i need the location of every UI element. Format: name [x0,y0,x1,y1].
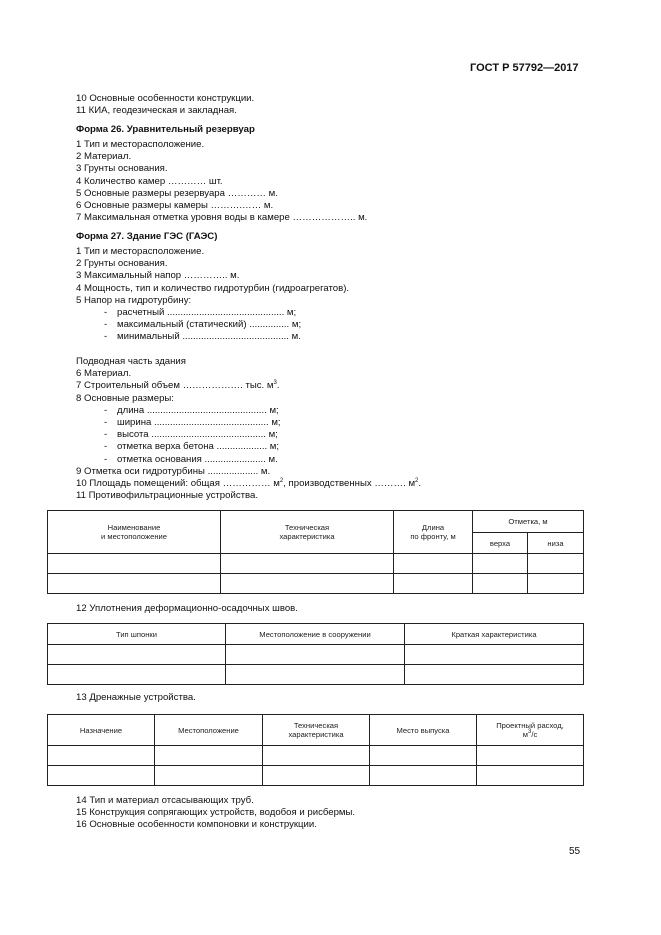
form26-list [76,139,596,224]
table-cell[interactable] [528,574,584,594]
dash-bullet: - [104,429,108,441]
sub-item-text: минимальный ........................................ м. [117,331,301,343]
sub-item-text: отметка верха бетона ................... м; [117,441,280,453]
table-cell[interactable] [263,766,370,786]
table-cell[interactable] [263,746,370,766]
list-item: 2 Грунты основания. [76,258,168,270]
form27-title: Форма 27. Здание ГЭС (ГАЭС) [76,231,218,242]
table-row [48,665,584,685]
sub-item [76,319,596,331]
list-item: 7 Максимальная отметка уровня воды в камере ……………….. м. [76,212,368,224]
list-item: 3 Грунты основания. [76,163,168,175]
table-cell[interactable] [370,766,477,786]
list-item: 10 Основные особенности конструкции. [76,93,255,104]
form27-list-a [76,246,596,344]
table-cell[interactable] [48,665,226,685]
col-header-length: Длина по фронту, м [394,511,473,554]
list-item: 1 Тип и месторасположение. [76,246,205,257]
table-cell[interactable] [405,665,584,685]
list-item: 15 Конструкция сопрягающих устройств, водобоя и рисбермы. [76,807,356,819]
dash-bullet: - [104,319,108,331]
sub-item [76,441,596,453]
section-label: Подводная часть здания [76,356,186,367]
table-cell[interactable] [155,766,263,786]
form27-list-b [76,356,596,502]
sub-item [76,331,596,343]
sub-item-text: отметка основания ....................... м. [117,453,278,465]
table-antifiltration [47,510,584,594]
col-header-tech: Техническая характеристика [263,715,370,746]
list-item: 8 Основные размеры: [76,392,174,404]
col-header-brief: Краткая характеристика [405,624,584,645]
sub-item [76,417,596,429]
table-cell[interactable] [473,574,528,594]
col-header-type: Тип шпонки [48,624,226,645]
sub-item-text: максимальный (статический) ............... м; [117,319,302,331]
table-cell[interactable] [477,766,584,786]
table-row [48,766,584,786]
table-row [48,554,584,574]
sub-item-text: расчетный ............................................ м; [117,307,297,319]
list-item: 9 Отметка оси гидротурбины ................... м. [76,465,271,477]
sub-item [76,405,596,417]
table-cell[interactable] [221,554,394,574]
dash-bullet: - [104,417,108,429]
sub-item [76,454,596,466]
table-row [48,645,584,665]
table-cell[interactable] [394,574,473,594]
table-cell[interactable] [477,746,584,766]
list-item: 11 Противофильтрационные устройства. [76,490,258,502]
list-item: 16 Основные особенности компоновки и конструкции. [76,819,317,831]
table-cell[interactable] [473,554,528,574]
dash-bullet: - [104,404,108,416]
col-header-purpose: Назначение [48,715,155,746]
table-cell[interactable] [226,665,405,685]
table-cell[interactable] [48,554,221,574]
col-header-location: Местоположение [155,715,263,746]
table-row [48,574,584,594]
col-header-tech: Техническая характеристика [221,511,394,554]
form26-title: Форма 26. Уравнительный резервуар [76,124,255,135]
sub-item-text: длина ............................................. м; [117,404,279,416]
table-cell[interactable] [48,746,155,766]
page-number: 55 [569,846,581,857]
col-header-location: Местоположение в сооружении [226,624,405,645]
col-header-mark: Отметка, м [473,511,584,533]
list-item: 6 Основные размеры камеры ……….…… м. [76,200,274,212]
sub-item [76,429,596,441]
item13: 13 Дренажные устройства. [76,692,196,703]
item12: 12 Уплотнения деформационно-осадочных швов. [76,603,298,614]
dash-bullet: - [104,331,108,343]
list-item: 6 Материал. [76,368,132,380]
list-item: 2 Материал. [76,151,132,163]
list-item: 3 Максимальный напор ………….. м. [76,270,240,282]
intro-list [76,93,596,117]
table-row [48,746,584,766]
list-item: 1 Тип и месторасположение. [76,139,205,150]
col-header-bottom: низа [528,533,584,554]
sub-item-text: ширина ........................................... м; [117,417,281,429]
table-cell[interactable] [221,574,394,594]
table-cell[interactable] [394,554,473,574]
col-header-flow: Проектный расход, $м^3/с$ [477,715,584,746]
table-cell[interactable] [528,554,584,574]
table-cell[interactable] [48,574,221,594]
form27-list-end [76,795,596,832]
list-item: 10 Площадь помещений: общая …………… $м^2$, производственных ………. $м^2$. [76,478,422,490]
list-item: 5 Напор на гидротурбину: [76,294,192,306]
list-item: 4 Мощность, тип и количество гидротурбин (гидроагрегатов). [76,282,350,294]
list-item: 5 Основные размеры резервуара ………… м. [76,187,278,199]
col-header-top: верха [473,533,528,554]
table-seals [47,623,584,685]
table-cell[interactable] [48,766,155,786]
dash-bullet: - [104,307,108,319]
col-header-name: Наименование и местоположение [48,511,221,554]
standard-header: ГОСТ Р 57792—2017 [470,62,579,74]
table-cell[interactable] [48,645,226,665]
dash-bullet: - [104,441,108,453]
list-item: 7 Строительный объем ………………. тыс. $м^3$. [76,380,280,392]
dash-bullet: - [104,453,108,465]
col-header-outlet: Место выпуска [370,715,477,746]
table-drainage [47,714,584,786]
table-cell[interactable] [370,746,477,766]
table-cell[interactable] [405,645,584,665]
list-item: 4 Количество камер ………… шт. [76,175,223,187]
table-cell[interactable] [155,746,263,766]
list-item: 14 Тип и материал отсасывающих труб. [76,795,254,806]
list-item: 11 КИА, геодезическая и закладная. [76,105,237,117]
sub-item [76,307,596,319]
sub-item-text: высота ........................................... м; [117,429,278,441]
table-cell[interactable] [226,645,405,665]
